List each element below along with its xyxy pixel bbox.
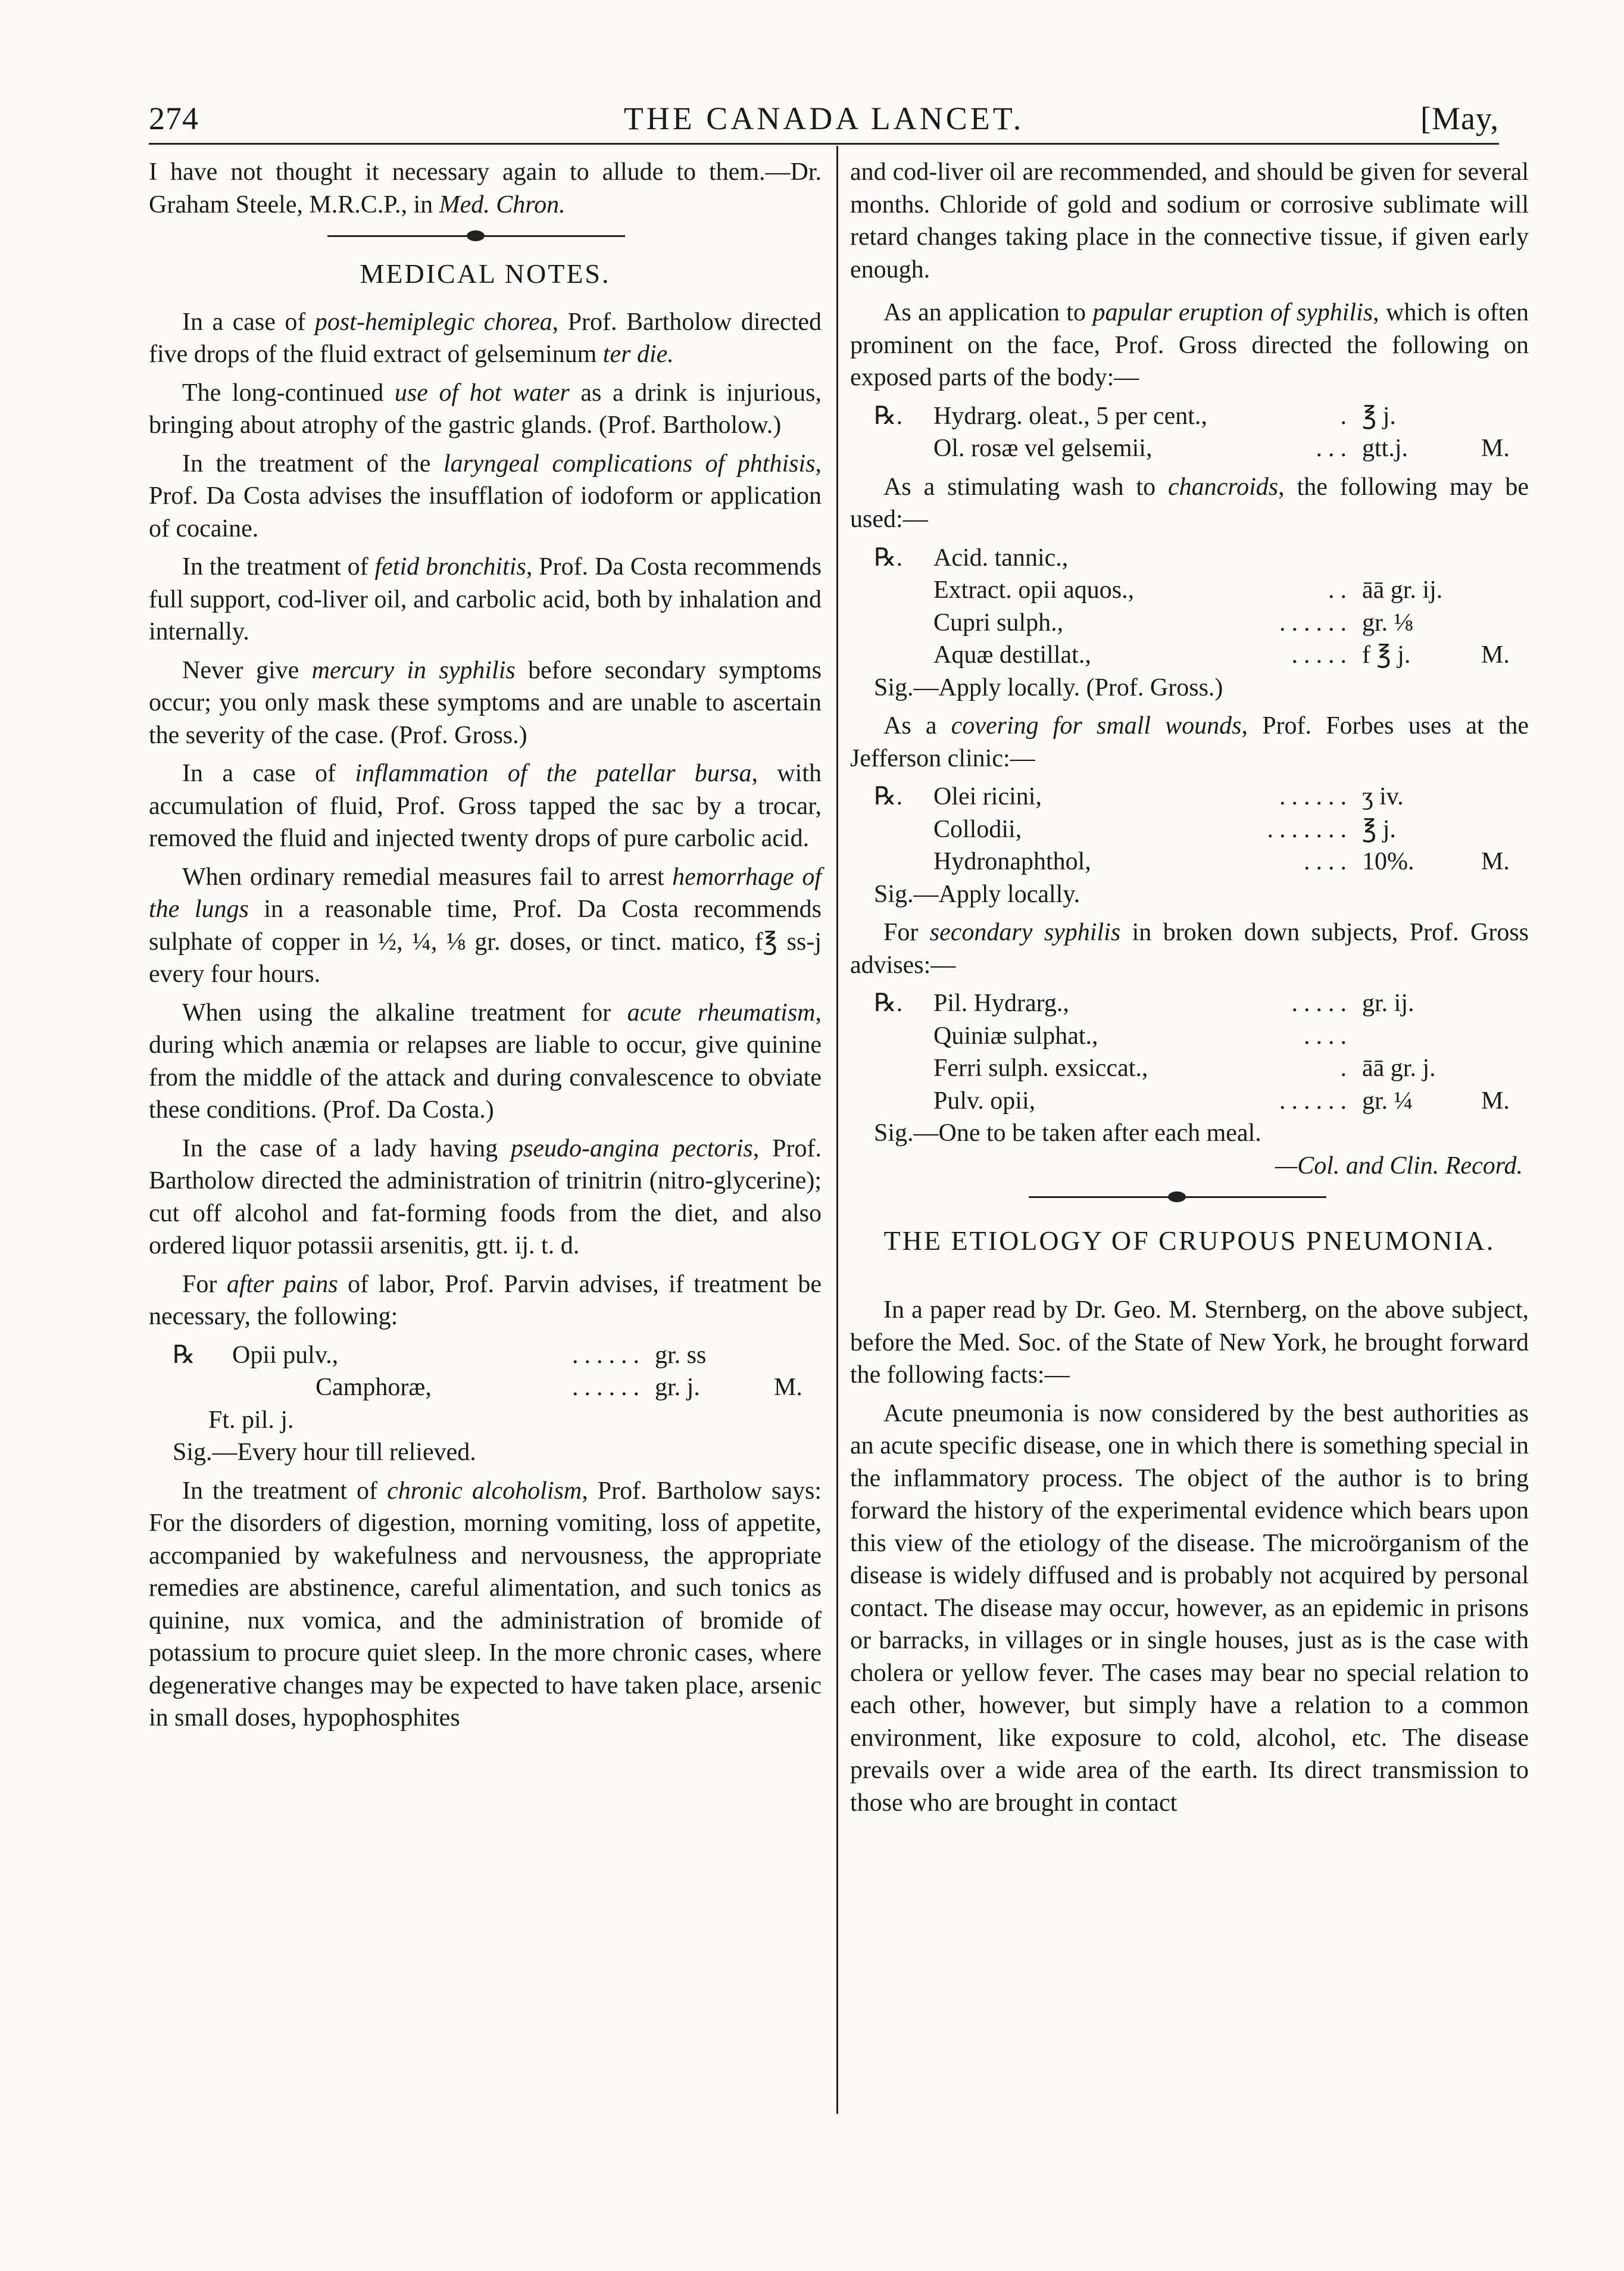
note-paragraph: In the treatment of the laryngeal complications of phthisis, Prof. Da Costa advises the insufflation of iodoform or application of cocaine. xyxy=(149,450,822,542)
column-divider xyxy=(836,146,838,2114)
journal-title: THE CANADA LANCET. xyxy=(623,101,1025,136)
section-heading-etiology: THE ETIOLOGY OF CRUPOUS PNEUMONIA. xyxy=(883,1225,1495,1256)
note-paragraph: For after pains of labor, Prof. Parvin advises, if treatment be necessary, the following: xyxy=(149,1270,822,1330)
prescription-line: Aquæ destillat., ..... f ℥ j. M. xyxy=(933,641,1510,669)
note-paragraph: As an application to papular eruption of syphilis, which is often prominent on the face, Prof. Gross directed the following on exposed parts of the body:— xyxy=(850,299,1529,391)
left-column xyxy=(149,156,822,1740)
prescription-block xyxy=(850,542,1529,704)
prescription-line: ℞. Pil. Hydrarg., ..... gr. ij. xyxy=(874,990,1414,1017)
page-header xyxy=(149,94,1499,142)
prescription-line: Pulv. opii, ...... gr. ¼ M. xyxy=(933,1087,1510,1115)
note-paragraph: In a case of inflammation of the patellar bursa, with accumulation of fluid, Prof. Gross tapped the sac by a trocar, removed the fluid and injected twenty drops of pure carbolic acid. xyxy=(149,760,822,852)
prescription-line: Quiniæ sulphat., .... xyxy=(933,1022,1353,1050)
prescription-line: Ferri sulph. exsiccat., . āā gr. j. xyxy=(933,1055,1436,1082)
prescription-block xyxy=(850,781,1529,910)
note-paragraph: In the treatment of fetid bronchitis, Prof. Da Costa recommends full support, cod-liver oil, and carbolic acid, both by inhalation and internally. xyxy=(149,553,822,645)
prescription-ft: Ft. pil. j. xyxy=(208,1406,294,1434)
note-paragraph: As a covering for small wounds, Prof. Forbes uses at the Jefferson clinic:— xyxy=(850,712,1529,772)
note-paragraph: When ordinary remedial measures fail to arrest hemorrhage of the lungs in a reasonable time, Prof. Da Costa recommends sulphate of copper in ½, ¼, ⅛ gr. doses, or tinct. matico, f℥ ss-j every four hours. xyxy=(149,863,822,988)
source-citation: —Col. and Clin. Record. xyxy=(1275,1152,1523,1180)
prescription-line: ℞. Acid. tannic., xyxy=(874,544,1069,572)
prescription-line: Hydronaphthol, .... 10%. M. xyxy=(933,848,1510,875)
prescription-line: ℞ Opii pulv., ...... gr. ss xyxy=(173,1341,707,1369)
prescription-line: Cupri sulph., ...... gr. ⅛ xyxy=(933,609,1413,637)
header-rule xyxy=(149,143,1499,145)
article-paragraph: Acute pneumonia is now considered by the best authorities as an acute specific disease, one in which there is something special in the inflammatory process. The object of the author is to bring forward the history of the experimental evidence which bears upon this view of the etiology of the disease. The microörganism of the disease is widely diffused and is probably not acquired by personal contact. The disease may occur, however, as an epidemic in prisons or barracks, in villages or in single houses, just as is the case with cholera or yellow fever. The cases may bear no special relation to each other, however, but simply have a relation to a common environment, like exposure to cold, alcohol, etc. The disease prevails over a wide area of the earth. Its direct transmission to those who are brought in contact xyxy=(850,1399,1529,1817)
article-paragraph: In a paper read by Dr. Geo. M. Sternberg, on the above subject, before the Med. Soc. of the State of New York, he brought forward the following facts:— xyxy=(850,1296,1529,1389)
issue-month: [May, xyxy=(1420,101,1499,136)
prescription-line: Extract. opii aquos., .. āā gr. ij. xyxy=(933,576,1443,604)
prescription-block xyxy=(850,987,1529,1182)
prescription-line: Camphoræ, ...... gr. j. M. xyxy=(316,1374,802,1401)
right-column xyxy=(850,156,1529,1825)
page-number: 274 xyxy=(149,101,199,136)
prescription-line: Collodii, ....... ℥ j. xyxy=(933,815,1396,843)
note-paragraph: As a stimulating wash to chancroids, the following may be used:— xyxy=(850,473,1529,533)
prescription-sig: Sig.—Every hour till relieved. xyxy=(173,1439,476,1466)
prescription-block xyxy=(850,400,1529,465)
note-paragraph: When using the alkaline treatment for acute rheumatism, during which anæmia or relapses are liable to occur, give quinine from the middle of the attack and during convalescence to obviate these conditions. (Prof. Da Costa.) xyxy=(149,999,822,1124)
note-paragraph: In the case of a lady having pseudo-angina pectoris, Prof. Bartholow directed the administration of trinitrin (nitro-glycerine); cut off alcohol and fat-forming foods from the diet, and also ordered liquor potassii arsenitis, gtt. ij. t. d. xyxy=(149,1134,822,1259)
note-paragraph: Never give mercury in syphilis before secondary symptoms occur; you only mask these symptoms and are unable to ascertain the severity of the case. (Prof. Gross.) xyxy=(149,656,822,749)
prescription-sig: Sig.—One to be taken after each meal. xyxy=(874,1119,1261,1147)
note-paragraph: The long-continued use of hot water as a drink is injurious, bringing about atrophy of the gastric glands. (Prof. Bartholow.) xyxy=(149,379,822,439)
prescription-block xyxy=(149,1339,822,1469)
prescription-line: ℞. Olei ricini, ...... ʒ iv. xyxy=(874,783,1404,810)
note-paragraph: In the treatment of chronic alcoholism, Prof. Bartholow says: For the disorders of digestion, morning vomiting, loss of appetite, accompanied by wakefulness and nervousness, the appropriate remedies are abstinence, careful alimentation, and such tonics as quinine, nux vomica, and the administration of bromide of potassium to procure quiet sleep. In the more chronic cases, where degenerative changes may be expected to have taken place, arsenic in small doses, hypophosphites xyxy=(149,1477,822,1732)
intro-paragraph: I have not thought it necessary again to allude to them.—Dr. Graham Steele, M.R.C.P., in Med. Chron. xyxy=(149,158,822,219)
section-ornament xyxy=(850,1188,1529,1206)
prescription-line: ℞. Hydrarg. oleat., 5 per cent., . ℥ j. xyxy=(874,402,1396,430)
prescription-line: Ol. rosæ vel gelsemii, ... gtt.j. M. xyxy=(933,435,1510,462)
prescription-sig: Sig.—Apply locally. xyxy=(874,880,1080,908)
section-heading-medical-notes: MEDICAL NOTES. xyxy=(360,258,611,289)
note-paragraph: For secondary syphilis in broken down subjects, Prof. Gross advises:— xyxy=(850,919,1529,979)
section-ornament xyxy=(149,227,822,245)
note-paragraph: In a case of post-hemiplegic chorea, Prof. Bartholow directed five drops of the fluid extract of gelseminum ter die. xyxy=(149,308,822,368)
continued-paragraph: and cod-liver oil are recommended, and should be given for several months. Chloride of gold and sodium or corrosive sublimate will retard changes taking place in the connective tissue, if given early enough. xyxy=(850,158,1529,283)
prescription-sig: Sig.—Apply locally. (Prof. Gross.) xyxy=(874,673,1223,701)
